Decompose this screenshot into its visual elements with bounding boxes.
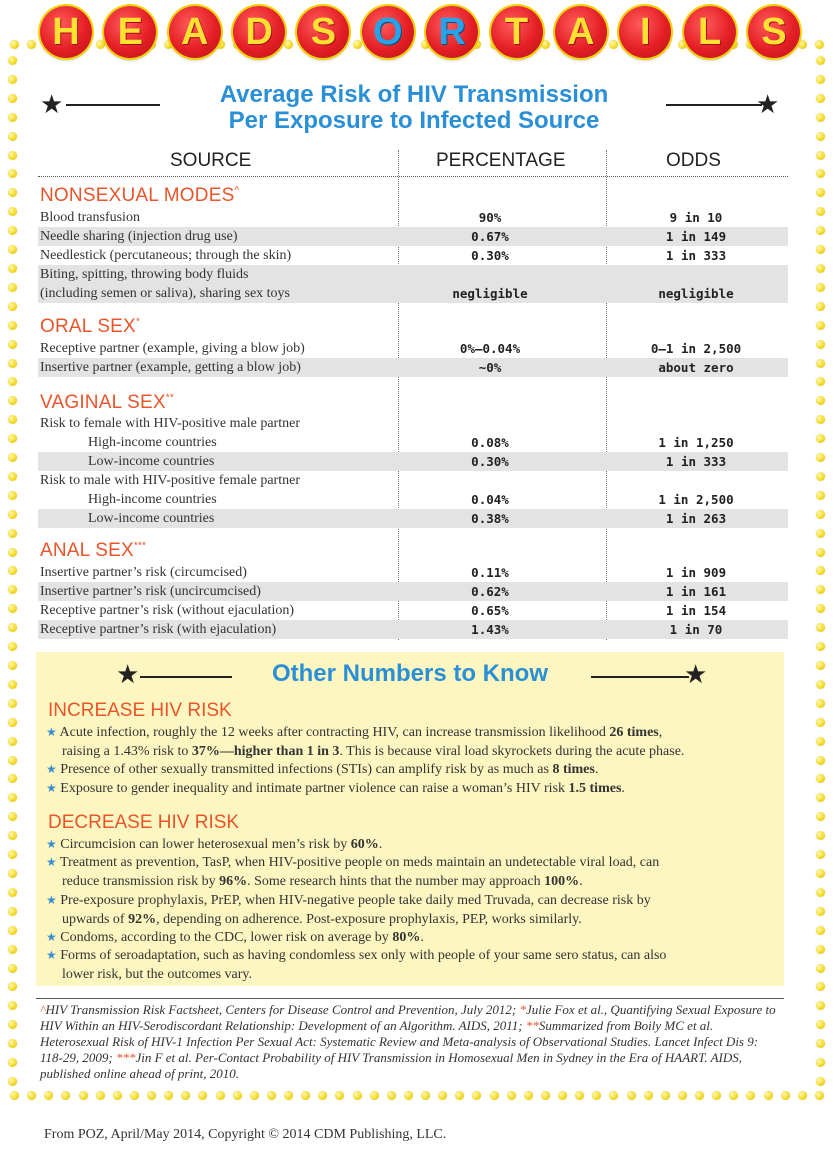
border-dot [816,680,825,689]
table-row: Insertive partner’s risk (uncircumcised) 0.62% 1 in 161 [38,582,788,601]
border-dot [8,680,17,689]
border-dot [113,1091,122,1100]
star-bullet-icon: ★ [46,781,57,795]
border-dot [8,491,17,500]
border-dot [644,1091,653,1100]
table-row: Insertive partner’s risk (circumcised) 0.11% 1 in 909 [40,565,727,580]
list-item: ★ Circumcision can lower heterosexual men’s risk by 60%. [46,837,383,852]
border-dot [8,831,17,840]
table-row: Biting, spitting, throwing body fluids (including semen or saliva), sharing sex toys negligible negligible [38,265,788,303]
border-dot [816,888,825,897]
title-letter: T [491,6,543,58]
list-item: ★ Pre-exposure prophylaxis, PrEP, when HIV-negative people take daily med Truvada, can decrease risk by upwards of 92%, depending on adherence. Post-exposure prophylaxis, PEP, works similarly. [46,893,651,927]
border-dot [8,623,17,632]
table-row: Receptive partner (example, giving a blow job) 0%–0.04% 0–1 in 2,500 [40,341,742,356]
star-bullet-icon: ★ [46,930,57,944]
footnotes: ^HIV Transmission Risk Factsheet, Centers for Disease Control and Prevention, July 2012; *Julie Fox et al., Quantifying Sexual Exposure to HIV Within an HIV-Serodiscordant Relationship: Development of an Algorithm. AIDS, 2011; **Summarized from Boily MC et al. Heterosexual Risk of HIV-1 Infection Per Sexual Act: Systematic Review and Meta-analysis of Observational Studies. Lancet Infect Dis 9: 118-29, 2009; ***Jin F et al. Per-Contact Probability of HIV Transmission in Homosexual Men in Sydney in the Era of HAART. AIDS, published online ahead of print, 2010. [40,1002,776,1081]
star-icon: ★ [40,90,64,120]
list-item: ★ Exposure to gender inequality and intimate partner violence can raise a woman’s HIV risk 1.5 times. [46,781,625,796]
border-dot [267,1091,276,1100]
border-dot [816,1001,825,1010]
border-dot [541,1091,550,1100]
border-dot [8,359,17,368]
border-dot [421,1091,430,1100]
border-dot [79,1091,88,1100]
border-dot [816,283,825,292]
table-row: Needle sharing (injection drug use) 0.67% 1 in 149 [38,227,788,246]
border-dot [198,1091,207,1100]
border-dot [816,359,825,368]
border-dot [8,283,17,292]
border-dot [164,1091,173,1100]
border-dot [233,1091,242,1100]
border-dot [816,321,825,330]
border-dot [816,510,825,519]
border-dot [8,151,17,160]
border-dot [816,340,825,349]
border-dot [816,850,825,859]
border-dot [8,510,17,519]
border-dot [181,1091,190,1100]
increase-risk-title: INCREASE HIV RISK [48,700,232,721]
border-dot [798,1091,807,1100]
star-bullet-icon: ★ [46,837,57,851]
border-dot [301,1091,310,1100]
column-header-percentage: PERCENTAGE [436,150,566,171]
border-dot [8,718,17,727]
border-dot [816,245,825,254]
border-dot [816,377,825,386]
border-dot [8,642,17,651]
border-dot [816,869,825,878]
border-dot [609,1091,618,1100]
border-dot [816,56,825,65]
border-dot [8,75,17,84]
border-dot [816,207,825,216]
table-row: Risk to male with HIV-positive female partner [40,473,300,488]
heads-or-tails-title [40,4,800,60]
border-dot [661,1091,670,1100]
table-row: Blood transfusion 90% 9 in 10 [40,210,723,225]
border-dot [8,774,17,783]
border-dot [816,945,825,954]
border-dot [8,113,17,122]
border-dot [816,529,825,538]
border-dot [816,982,825,991]
border-dot [816,585,825,594]
divider [591,676,689,678]
border-dot [816,302,825,311]
table-row: High-income countries 0.04% 1 in 2,500 [88,492,734,507]
border-dot [8,585,17,594]
border-dot [816,604,825,613]
border-dot [8,377,17,386]
border-dot [8,888,17,897]
table-row: Risk to female with HIV-positive male partner [40,416,300,431]
border-dot [712,1091,721,1100]
border-dot [8,169,17,178]
border-dot [8,1001,17,1010]
border-dot [250,1091,259,1100]
border-dot [8,1020,17,1029]
border-dot [8,1077,17,1086]
border-dot [8,737,17,746]
star-bullet-icon: ★ [46,893,57,907]
title-letter: I [619,6,671,58]
border-dot [678,1091,687,1100]
list-item: ★ Forms of seroadaptation, such as having condomless sex only with people of your same sero status, can also lower risk, but the outcomes vary. [46,948,667,982]
list-item: ★ Condoms, according to the CDC, lower risk on average by 80%. [46,930,424,945]
border-dot [558,1091,567,1100]
border-dot [8,56,17,65]
border-dot [592,1091,601,1100]
title-letter-highlight: R [426,6,478,58]
border-dot [816,907,825,916]
border-dot [816,756,825,765]
border-dot [816,566,825,575]
border-dot [8,396,17,405]
border-dot [816,718,825,727]
title-letter: S [748,6,800,58]
border-dot [816,793,825,802]
border-dot [781,1091,790,1100]
column-header-source: SOURCE [170,150,252,171]
border-dot [816,264,825,273]
border-dot [816,642,825,651]
footnote-divider [36,998,784,999]
border-dot [729,1091,738,1100]
border-dot [44,1091,53,1100]
border-dot [96,1091,105,1100]
star-bullet-icon: ★ [46,762,57,776]
border-dot [8,604,17,613]
title-letter-highlight: O [362,6,414,58]
title-letter: H [40,6,92,58]
border-dot [8,945,17,954]
border-dot [816,396,825,405]
border-dot [8,415,17,424]
border-dot [575,1091,584,1100]
border-dot [816,1058,825,1067]
border-dot [370,1091,379,1100]
title-letter: D [233,6,285,58]
border-dot [8,226,17,235]
border-dot [8,548,17,557]
copyright-credit: From POZ, April/May 2014, Copyright © 2014 CDM Publishing, LLC. [44,1127,447,1142]
border-dot [815,1091,824,1100]
border-dot [8,699,17,708]
border-dot [816,1039,825,1048]
title-letter: S [297,6,349,58]
border-dot [816,774,825,783]
border-dot [8,264,17,273]
border-dot [8,1039,17,1048]
title-letter: A [555,6,607,58]
border-dot [816,548,825,557]
border-dot [318,1091,327,1100]
star-icon: ★ [756,90,780,120]
border-dot [27,40,36,49]
border-dot [8,207,17,216]
border-dot [8,793,17,802]
star-bullet-icon: ★ [46,725,57,739]
border-dot [695,1091,704,1100]
decrease-risk-title: DECREASE HIV RISK [48,812,240,833]
border-dot [627,1091,636,1100]
divider [666,104,762,106]
border-dot [816,151,825,160]
border-dot [8,188,17,197]
border-dot [8,529,17,538]
main-heading [36,82,792,138]
border-dot [284,1091,293,1100]
table-row: High-income countries 0.08% 1 in 1,250 [88,435,734,450]
border-dot [816,812,825,821]
border-dot [8,321,17,330]
border-dot [816,699,825,708]
border-dot [816,926,825,935]
border-dot [816,623,825,632]
border-dot [8,132,17,141]
border-dot [10,40,19,49]
table-row: Low-income countries 0.30% 1 in 333 [38,452,788,471]
star-bullet-icon: ★ [46,855,57,869]
dot-border-bottom [10,1091,824,1100]
border-dot [61,1091,70,1100]
border-dot [8,472,17,481]
border-dot [815,40,824,49]
border-dot [816,472,825,481]
border-dot [27,1091,36,1100]
border-dot [764,1091,773,1100]
border-dot [8,1058,17,1067]
border-dot [8,245,17,254]
border-dot [8,869,17,878]
border-dot [816,1020,825,1029]
border-dot [147,1091,156,1100]
header-rule [38,176,788,177]
section-title-nonsexual: NONSEXUAL MODES^ [40,185,240,206]
border-dot [816,188,825,197]
border-dot [816,831,825,840]
border-dot [8,340,17,349]
border-dot [472,1091,481,1100]
border-dot [816,434,825,443]
border-dot [8,661,17,670]
title-letter: L [684,6,736,58]
column-header-odds: ODDS [666,150,721,171]
star-icon: ★ [684,660,708,690]
border-dot [8,756,17,765]
border-dot [816,964,825,973]
border-dot [524,1091,533,1100]
border-dot [353,1091,362,1100]
border-dot [216,1091,225,1100]
border-dot [438,1091,447,1100]
border-dot [816,94,825,103]
table-row: Low-income countries 0.38% 1 in 263 [38,509,788,528]
dot-border-left [8,56,17,1086]
page-title: Average Risk of HIV Transmission Per Exposure to Infected Source [219,81,609,134]
title-letter: E [104,6,156,58]
border-dot [335,1091,344,1100]
section-title-anal: ANAL SEX*** [40,540,147,561]
table-row: Insertive partner (example, getting a blow job) ~0% about zero [38,358,788,377]
border-dot [816,1077,825,1086]
border-dot [8,812,17,821]
border-dot [8,907,17,916]
border-dot [8,434,17,443]
list-item: ★ Presence of other sexually transmitted infections (STIs) can amplify risk by as much as 8 times. [46,762,599,777]
table-row: Receptive partner’s risk (with ejaculation) 1.43% 1 in 70 [38,620,788,639]
border-dot [816,415,825,424]
border-dot [455,1091,464,1100]
border-dot [816,491,825,500]
border-dot [8,94,17,103]
border-dot [816,453,825,462]
table-row: Needlestick (percutaneous; through the skin) 0.30% 1 in 333 [40,248,727,263]
border-dot [8,964,17,973]
title-letter: A [169,6,221,58]
border-dot [816,661,825,670]
dot-border-right [816,56,825,1086]
border-dot [816,737,825,746]
border-dot [8,302,17,311]
border-dot [8,850,17,859]
table-row: Receptive partner’s risk (without ejaculation) 0.65% 1 in 154 [40,603,727,618]
border-dot [8,453,17,462]
border-dot [816,226,825,235]
other-numbers-heading: Other Numbers to Know [271,660,548,687]
section-title-vaginal: VAGINAL SEX** [40,392,174,413]
border-dot [816,132,825,141]
border-dot [816,169,825,178]
border-dot [507,1091,516,1100]
border-dot [387,1091,396,1100]
border-dot [8,982,17,991]
other-numbers-box [36,652,784,986]
border-dot [10,1091,19,1100]
border-dot [130,1091,139,1100]
border-dot [746,1091,755,1100]
list-item: ★ Treatment as prevention, TasP, when HIV-positive people on meds maintain an undetectable viral load, can reduce transmission risk by 96%. Some research hints that the number may approach 100%. [46,855,660,889]
section-title-oral: ORAL SEX* [40,316,141,337]
list-item: ★ Acute infection, roughly the 12 weeks after contracting HIV, can increase transmission likelihood 26 times, raising a 1.43% risk to 37%—higher than 1 in 3. This is because viral load skyrockets during the acute phase. [46,725,685,759]
border-dot [816,113,825,122]
border-dot [404,1091,413,1100]
border-dot [8,566,17,575]
star-bullet-icon: ★ [46,948,57,962]
star-icon: ★ [116,660,140,690]
border-dot [8,926,17,935]
border-dot [816,75,825,84]
border-dot [490,1091,499,1100]
